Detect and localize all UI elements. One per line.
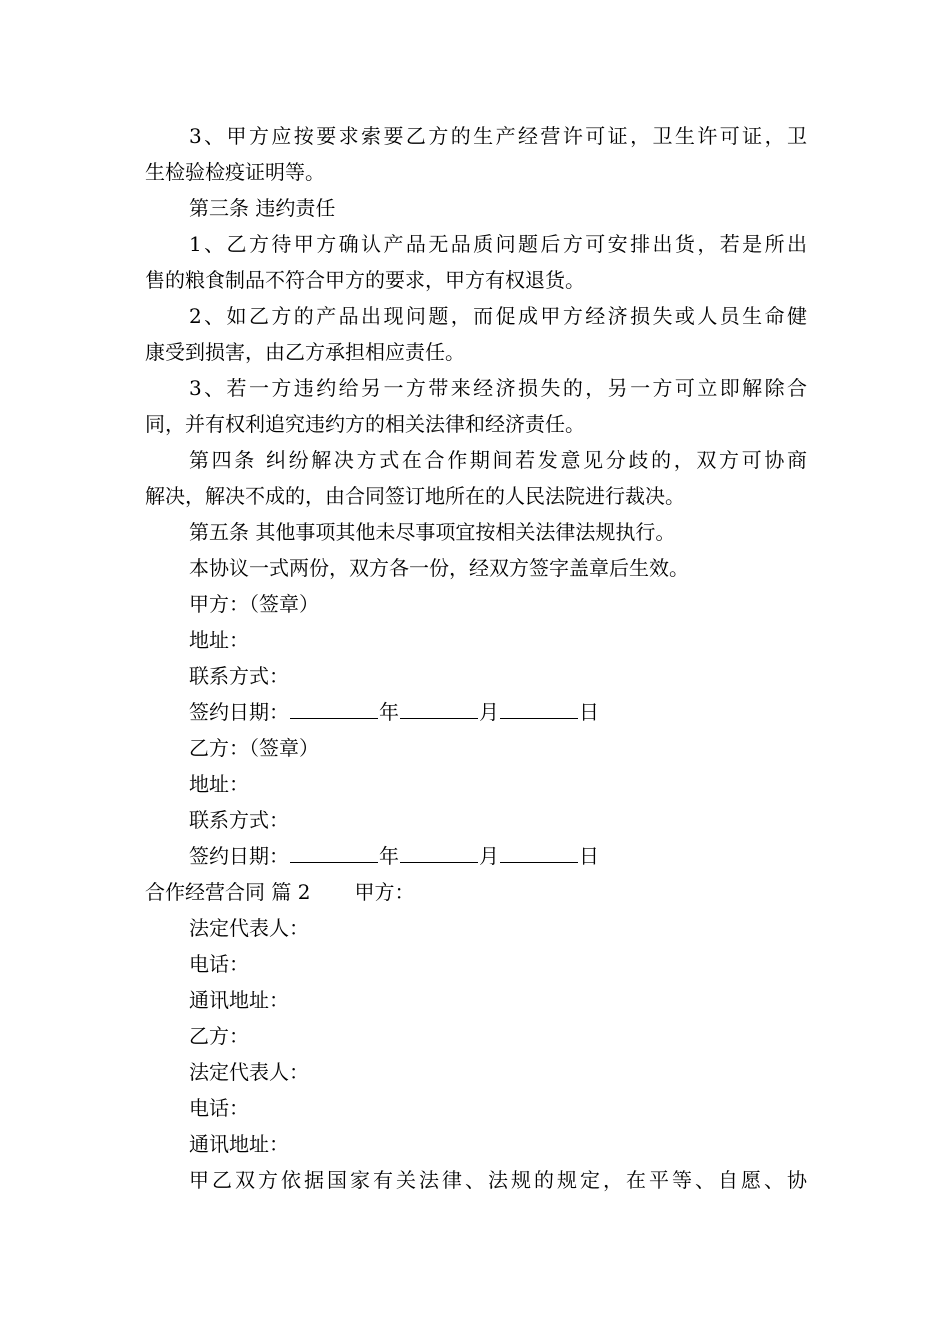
paragraph-line: 售的粮食制品不符合甲方的要求，甲方有权退货。 xyxy=(145,268,585,292)
party-b-label: 乙方： xyxy=(189,1024,249,1048)
month-label: 月 xyxy=(479,700,499,724)
paragraph-line: 2、如乙方的产品出现问题，而促成甲方经济损失或人员生命健 xyxy=(189,304,807,328)
section-title: 合作经营合同 篇 2 xyxy=(145,880,311,904)
paragraph-line: 康受到损害，由乙方承担相应责任。 xyxy=(145,340,465,364)
party-a-address-label: 地址： xyxy=(189,628,249,652)
day-label: 日 xyxy=(579,700,599,724)
legal-representative-label: 法定代表人： xyxy=(189,1060,309,1084)
party-b-address-label: 地址： xyxy=(189,772,249,796)
mailing-address-label: 通讯地址： xyxy=(189,988,289,1012)
paragraph-line: 甲乙双方依据国家有关法律、法规的规定，在平等、自愿、协 xyxy=(189,1168,807,1192)
month-blank xyxy=(400,838,478,863)
paragraph-line: 同，并有权利追究违约方的相关法律和经济责任。 xyxy=(145,412,585,436)
party-b-contact-label: 联系方式： xyxy=(189,808,289,832)
document-body xyxy=(145,118,807,1198)
section-party-label: 甲方： xyxy=(354,880,415,904)
party-a-sign-date xyxy=(145,694,807,730)
paragraph-line: 第五条 其他事项其他未尽事项宜按相关法律法规执行。 xyxy=(189,520,676,544)
paragraph-line: 本协议一式两份，双方各一份，经双方签字盖章后生效。 xyxy=(189,556,689,580)
year-blank xyxy=(290,694,378,719)
month-blank xyxy=(400,694,478,719)
year-label: 年 xyxy=(379,700,399,724)
phone-label: 电话： xyxy=(189,1096,249,1120)
party-b-sign-date xyxy=(145,838,807,874)
party-a-contact-label: 联系方式： xyxy=(189,664,289,688)
paragraph-line: 3、甲方应按要求索要乙方的生产经营许可证，卫生许可证，卫 xyxy=(189,124,807,148)
legal-representative-label: 法定代表人： xyxy=(189,916,309,940)
paragraph-line: 生检验检疫证明等。 xyxy=(145,160,325,184)
paragraph-line: 1、乙方待甲方确认产品无品质问题后方可安排出货，若是所出 xyxy=(189,232,807,256)
article-heading: 第三条 违约责任 xyxy=(189,196,336,220)
party-b-signature-label: 乙方：（签章） xyxy=(189,736,319,760)
sign-date-label: 签约日期： xyxy=(189,700,289,724)
paragraph-line: 第四条 纠纷解决方式在合作期间若发意见分歧的，双方可协商 xyxy=(189,448,807,472)
year-blank xyxy=(290,838,378,863)
day-label: 日 xyxy=(579,844,599,868)
year-label: 年 xyxy=(379,844,399,868)
day-blank xyxy=(500,838,578,863)
month-label: 月 xyxy=(479,844,499,868)
section-heading xyxy=(145,874,807,910)
sign-date-label: 签约日期： xyxy=(189,844,289,868)
paragraph-line: 解决，解决不成的，由合同签订地所在的人民法院进行裁决。 xyxy=(145,484,685,508)
day-blank xyxy=(500,694,578,719)
paragraph-line: 3、若一方违约给另一方带来经济损失的，另一方可立即解除合 xyxy=(189,376,807,400)
party-a-signature-label: 甲方：（签章） xyxy=(189,592,319,616)
mailing-address-label: 通讯地址： xyxy=(189,1132,289,1156)
phone-label: 电话： xyxy=(189,952,249,976)
